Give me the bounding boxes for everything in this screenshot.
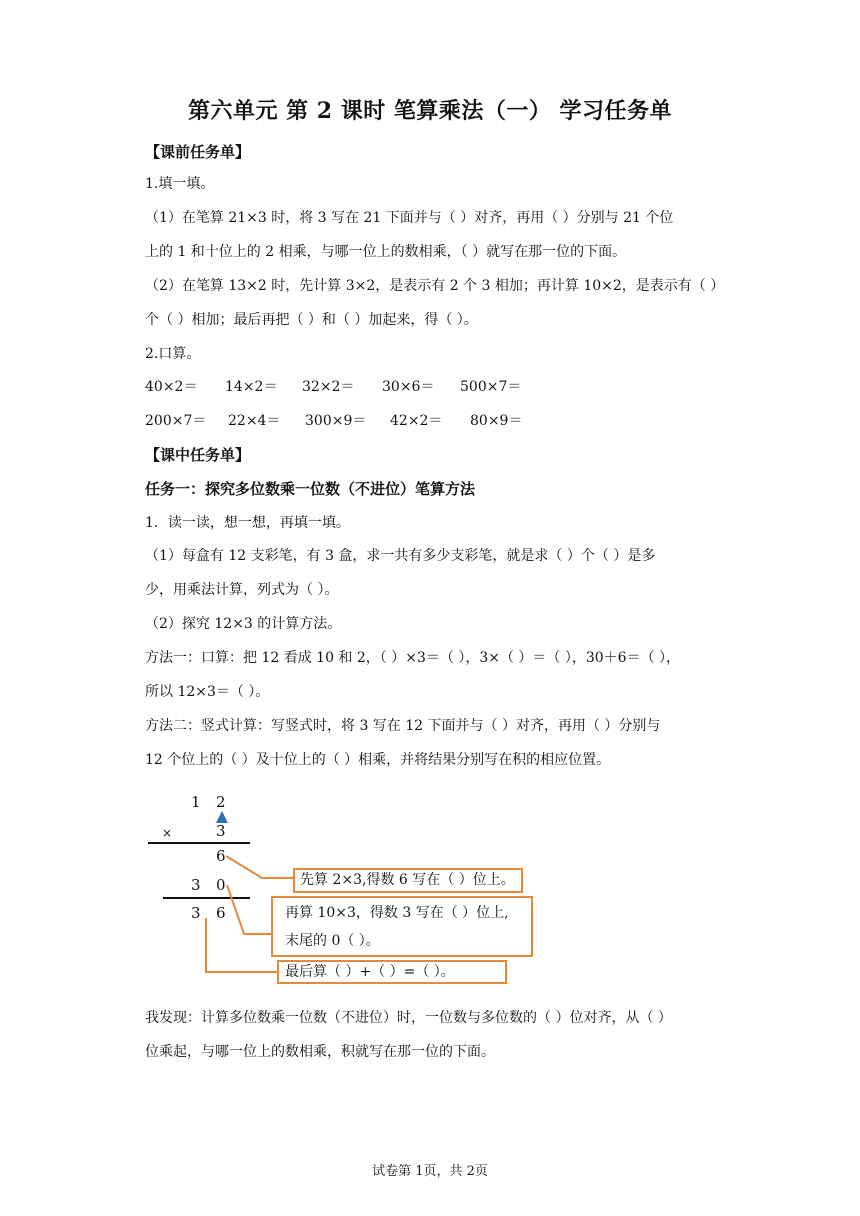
oral-item: 14×2＝ xyxy=(225,379,278,395)
explain-text-2b: 末尾的 0（ ）。 xyxy=(285,933,380,949)
q1-part1-line1: （1）在笔算 21×3 时，将 3 写在 21 下面并与（ ）对齐，再用（ ）分别与 21 个位 xyxy=(145,210,674,226)
digit-ones: 2 xyxy=(216,793,226,811)
multiply-sign: × xyxy=(162,826,173,840)
result-ones: 6 xyxy=(216,904,226,922)
oral-item: 200×7＝ xyxy=(145,413,207,429)
finding-line2: 位乘起，与哪一位上的数相乘，积就写在那一位的下面。 xyxy=(145,1044,495,1060)
question-1-heading: 1.填一填。 xyxy=(145,176,215,192)
partial-product-1: 6 xyxy=(216,847,226,865)
section-pre-class: 【课前任务单】 xyxy=(145,143,251,161)
task1-question-1: 1．读一读，想一想，再填一填。 xyxy=(145,515,350,531)
task1-part1-line1: （1）每盒有 12 支彩笔，有 3 盒，求一共有多少支彩笔，就是求（ ）个（ ）是多 xyxy=(145,548,656,564)
multiplier-digit: 3 xyxy=(216,822,226,840)
oral-item: 300×9＝ xyxy=(305,413,367,429)
explain-text-1: 先算 2×3,得数 6 写在（ ）位上。 xyxy=(300,872,515,888)
method2-line2: 12 个位上的（ ）及十位上的（ ）相乘，并将结果分别写在积的相应位置。 xyxy=(145,752,611,768)
task1-part1-line2: 少，用乘法计算，列式为（ ）。 xyxy=(145,582,339,598)
task1-title: 任务一：探究多位数乘一位数（不进位）笔算方法 xyxy=(145,480,476,498)
oral-item: 80×9＝ xyxy=(470,413,523,429)
explain-text-2a: 再算 10×3，得数 3 写在（ ）位上, xyxy=(285,905,509,921)
page-footer: 试卷第 1页，共 2页 xyxy=(372,1164,488,1179)
partial-product-2-tens: 3 xyxy=(191,876,201,894)
method2-line1: 方法二：竖式计算：写竖式时，将 3 写在 12 下面并与（ ）对齐，再用（ ）分别与 xyxy=(145,718,661,734)
q1-part2-line2: 个（ ）相加；最后再把（ ）和（ ）加起来，得（ ）。 xyxy=(145,312,478,328)
question-2-heading: 2.口算。 xyxy=(145,346,201,362)
q1-part2-line1: （2）在笔算 13×2 时，先计算 3×2，是表示有 2 个 3 相加；再计算 10×2，是表示有（ ） xyxy=(145,278,725,294)
oral-item: 32×2＝ xyxy=(302,379,355,395)
oral-item: 22×4＝ xyxy=(228,413,281,429)
result-tens: 3 xyxy=(191,904,201,922)
digit-tens: 1 xyxy=(191,793,201,811)
q1-part1-line2: 上的 1 和十位上的 2 相乘，与哪一位上的数相乘，（ ）就写在那一位的下面。 xyxy=(145,244,627,260)
oral-item: 500×7＝ xyxy=(460,379,522,395)
oral-item: 30×6＝ xyxy=(382,379,435,395)
method1-line2: 所以 12×3＝（ ）。 xyxy=(145,684,270,700)
partial-product-2-ones: 0 xyxy=(216,876,226,894)
section-in-class: 【课中任务单】 xyxy=(145,446,251,464)
explain-text-3: 最后算（ ）+（ ）=（ ）。 xyxy=(285,964,455,980)
task1-part2: （2）探究 12×3 的计算方法。 xyxy=(145,616,342,632)
finding-line1: 我发现：计算多位数乘一位数（不进位）时，一位数与多位数的（ ）位对齐，从（ ） xyxy=(145,1010,672,1026)
oral-item: 40×2＝ xyxy=(145,379,198,395)
page-title: 第六单元 第 2 课时 笔算乘法（一） 学习任务单 xyxy=(187,98,673,124)
oral-item: 42×2＝ xyxy=(390,413,443,429)
method1-line1: 方法一：口算：把 12 看成 10 和 2，（ ）×3＝（ ），3×（ ）＝（ ），30＋6＝（ ）， xyxy=(145,650,681,666)
